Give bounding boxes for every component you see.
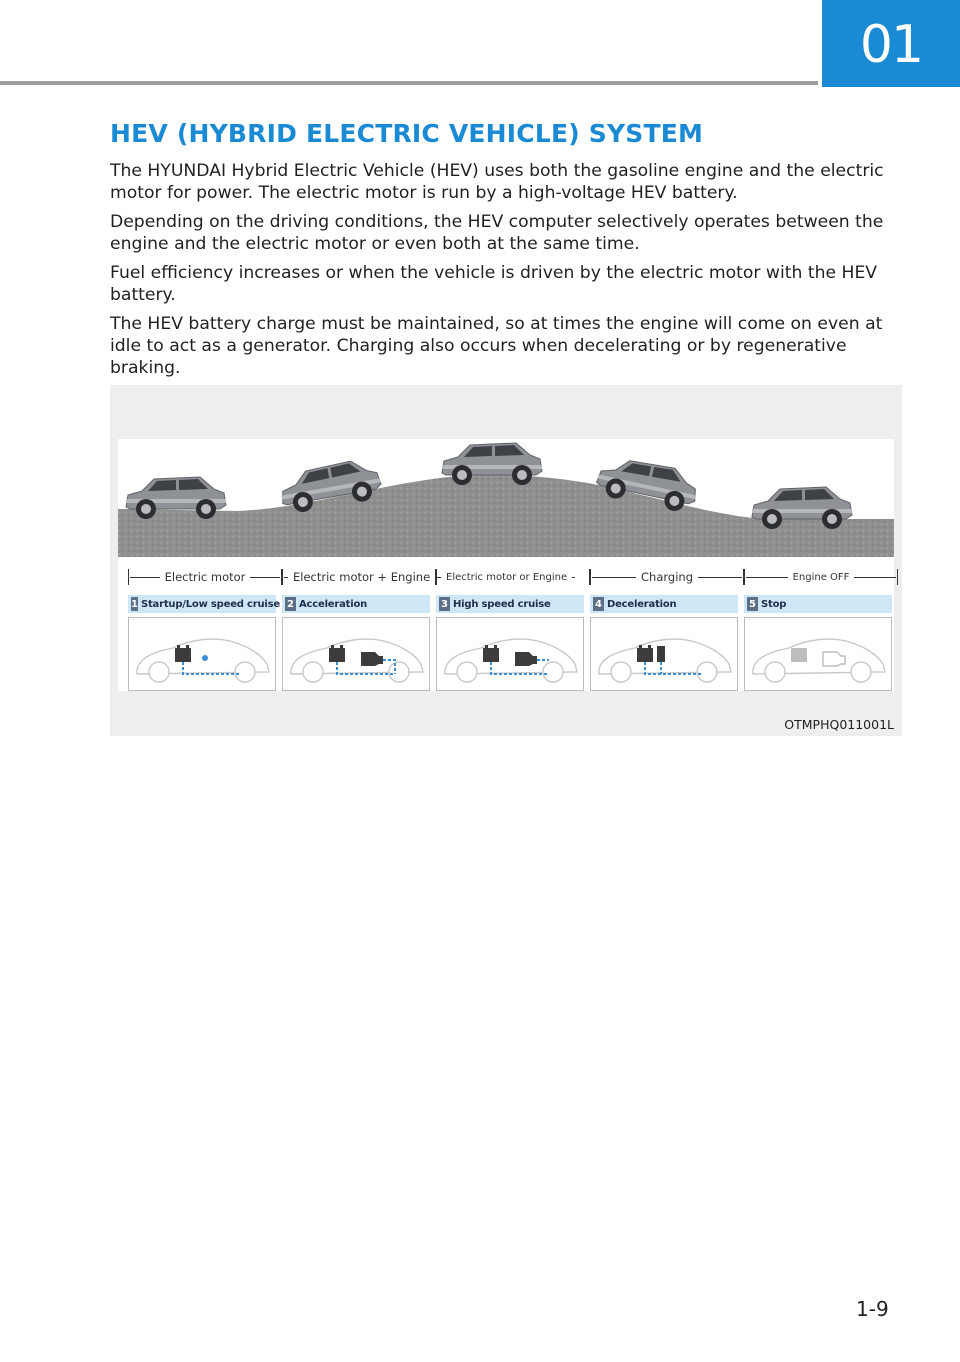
stage-number: 3: [439, 597, 450, 611]
battery-icon: [175, 648, 191, 662]
mode-label: Electric motor or Engine: [446, 571, 568, 583]
chapter-tab: [822, 0, 960, 87]
stage-header: [282, 595, 430, 613]
body-text: [110, 160, 910, 386]
car-outline-diagram: [129, 618, 275, 690]
mode-segment: [744, 565, 898, 589]
stage-high-speed-cruise: [436, 595, 584, 691]
stage-diagram: [128, 617, 276, 691]
mode-segment: [590, 565, 744, 589]
stage-title: Startup/Low speed cruise: [140, 598, 280, 610]
engine-icon: [361, 652, 383, 666]
mode-segment: [128, 565, 282, 589]
engine-icon: [823, 652, 845, 666]
mode-label: Electric motor + Engine: [293, 570, 431, 584]
battery-icon: [637, 648, 653, 662]
stage-number: 4: [593, 597, 604, 611]
stage-diagram: [590, 617, 738, 691]
car-outline-diagram: [591, 618, 737, 690]
stage-header: [436, 595, 584, 613]
header-rule: [0, 81, 818, 85]
stage-diagram: [744, 617, 892, 691]
stage-header: [590, 595, 738, 613]
battery-icon: [791, 648, 807, 662]
stage-header: [128, 595, 280, 613]
hill-scene-illustration: [118, 439, 894, 557]
paragraph: The HYUNDAI Hybrid Electric Vehicle (HEV) uses both the gasoline engine and the electric motor for power. The electric motor is run by a high-voltage HEV battery.: [110, 161, 884, 203]
stage-number: 1: [131, 598, 138, 610]
mode-label: Charging: [641, 570, 693, 584]
battery-icon: [483, 648, 499, 662]
stage-number: 5: [747, 597, 758, 611]
paragraph: Depending on the driving conditions, the HEV computer selectively operates between the engine and the electric motor or even both at the same time.: [110, 212, 884, 254]
car-outline-diagram: [437, 618, 583, 690]
stage-title: High speed cruise: [453, 598, 551, 610]
page-number: 1-9: [856, 1297, 889, 1321]
motor-icon: [657, 646, 665, 662]
car-outline-diagram: [745, 618, 891, 690]
stage-startup: [128, 595, 280, 691]
paragraph: The HEV battery charge must be maintained, so at times the engine will come on even at idle to act as a generator. Charging also occurs when decelerating or by regenerative braking.: [110, 314, 883, 378]
hev-illustration: [118, 439, 894, 691]
stage-deceleration: [590, 595, 738, 691]
stage-number: 2: [285, 597, 296, 611]
stage-header: [744, 595, 892, 613]
stage-diagram: [282, 617, 430, 691]
stage-row: [118, 595, 894, 691]
mode-segment: [436, 565, 590, 589]
stage-title: Stop: [761, 598, 787, 610]
stage-stop: [744, 595, 892, 691]
stage-title: Deceleration: [607, 598, 677, 610]
mode-label: Electric motor: [164, 570, 246, 584]
paragraph: Fuel efficiency increases or when the vehicle is driven by the electric motor with the HEV battery.: [110, 263, 878, 305]
motor-icon: [202, 655, 208, 661]
battery-icon: [329, 648, 345, 662]
figure-code: OTMPHQ011001L: [784, 717, 894, 732]
stage-acceleration: [282, 595, 430, 691]
stage-title: Acceleration: [299, 598, 368, 610]
stage-diagram: [436, 617, 584, 691]
section-title: HEV (HYBRID ELECTRIC VEHICLE) SYSTEM: [110, 119, 704, 148]
car-outline-diagram: [283, 618, 429, 690]
engine-icon: [515, 652, 537, 666]
mode-label: Engine OFF: [792, 571, 850, 583]
chapter-number: 01: [859, 14, 923, 75]
hev-operation-figure: [110, 385, 902, 736]
mode-segment: [282, 565, 436, 589]
drive-mode-row: [118, 565, 894, 589]
